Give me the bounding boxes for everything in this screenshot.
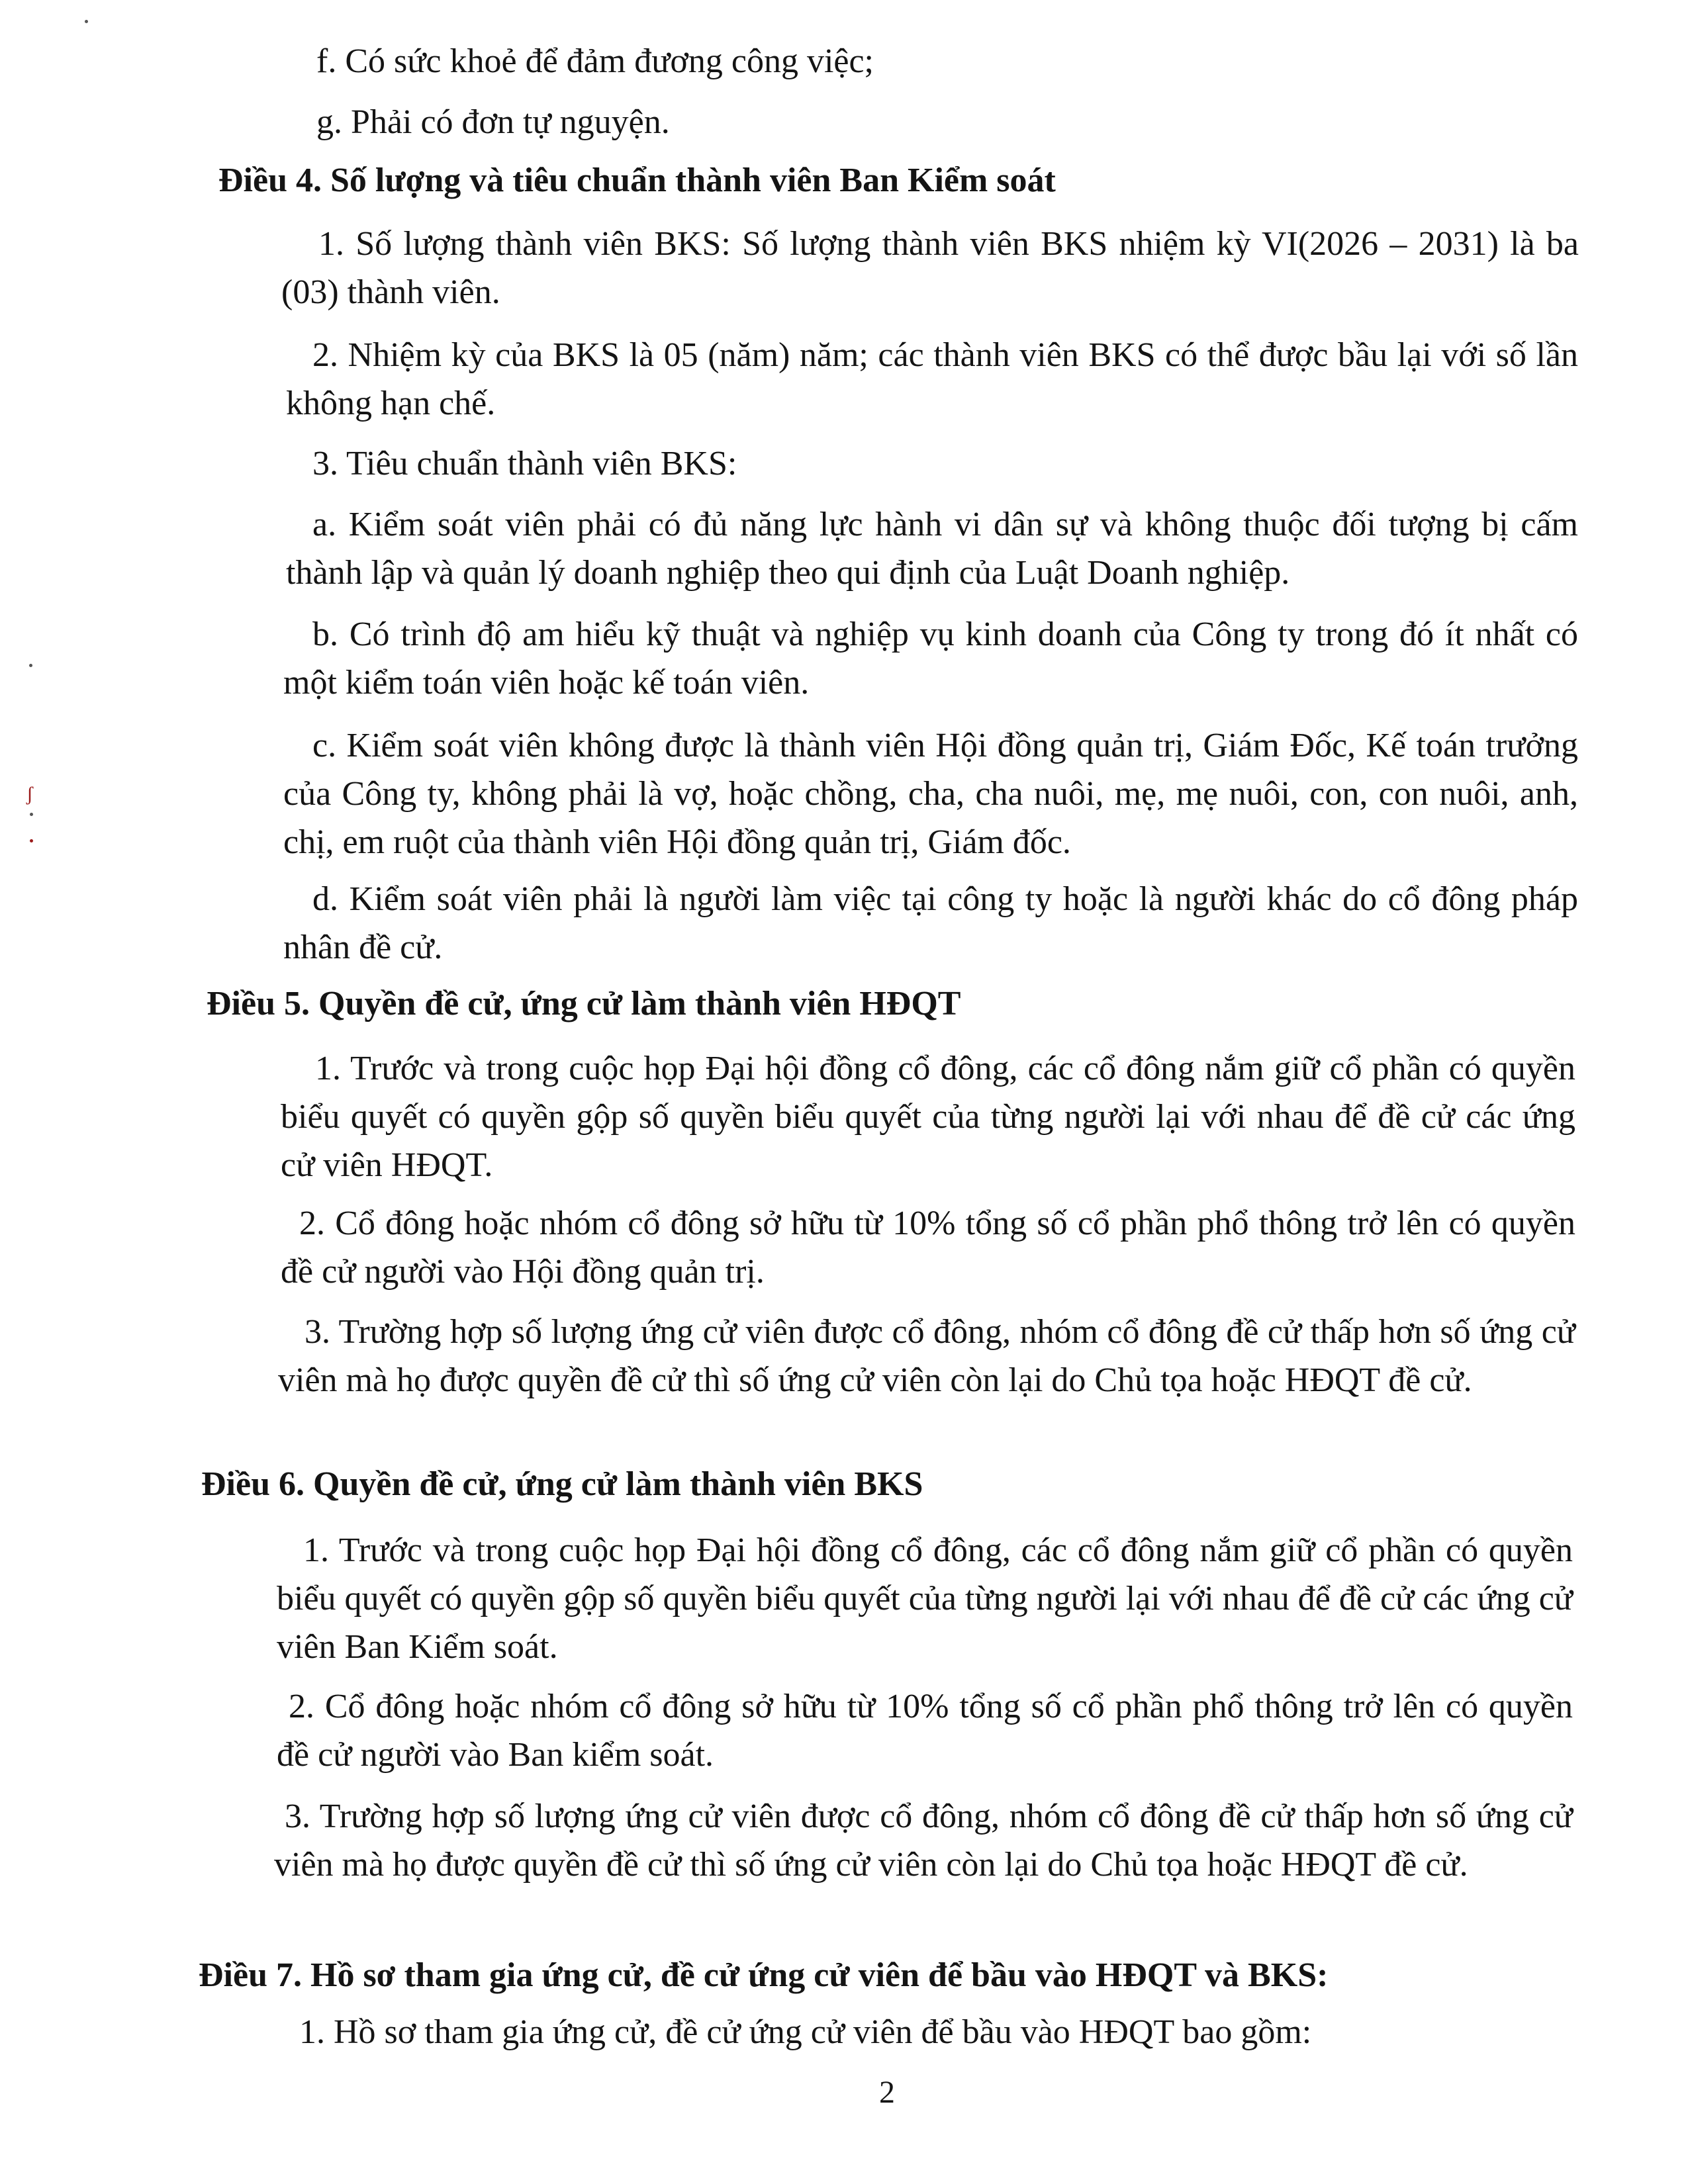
article-6-heading: Điều 6. Quyền đề cử, ứng cử làm thành viên BKS (201, 1465, 923, 1503)
list-item-g: g. Phải có đơn tự nguyện. (316, 103, 670, 141)
scan-mark (30, 839, 33, 842)
scan-mark (30, 813, 33, 816)
article-4-clause-2: 2. Nhiệm kỳ của BKS là 05 (năm) năm; các thành viên BKS có thể được bầu lại với số lần không hạn chế. (286, 336, 1578, 422)
article-5-clause-3: 3. Trường hợp số lượng ứng cử viên được cổ đông, nhóm cổ đông đề cử thấp hơn số ứng cử viên mà họ được quyền đề cử thì số ứng cử viên còn lại do Chủ tọa hoặc HĐQT đề cử. (278, 1313, 1575, 1399)
list-item-f: f. Có sức khoẻ để đảm đương công việc; (316, 42, 874, 80)
article-4-clause-1: 1. Số lượng thành viên BKS: Số lượng thành viên BKS nhiệm kỳ VI(2026 – 2031) là ba (03) thành viên. (281, 225, 1579, 311)
article-5-heading: Điều 5. Quyền đề cử, ứng cử làm thành viên HĐQT (207, 985, 961, 1023)
margin-handwriting-mark: ʃ (26, 783, 33, 805)
article-4-clause-3: 3. Tiêu chuẩn thành viên BKS: (312, 445, 737, 482)
article-5-clause-1: 1. Trước và trong cuộc họp Đại hội đồng cổ đông, các cổ đông nắm giữ cổ phần có quyền biểu quyết có quyền gộp số quyền biểu quyết của từng người lại với nhau để đề cử các ứng cử viên HĐQT. (281, 1050, 1575, 1184)
scan-mark (85, 20, 88, 23)
article-7-heading: Điều 7. Hồ sơ tham gia ứng cử, đề cử ứng cử viên để bầu vào HĐQT và BKS: (199, 1956, 1329, 1994)
scan-mark (29, 664, 32, 667)
page-number: 2 (879, 2075, 895, 2110)
article-5-clause-2: 2. Cổ đông hoặc nhóm cổ đông sở hữu từ 10% tổng số cổ phần phổ thông trở lên có quyền đề cử người vào Hội đồng quản trị. (281, 1205, 1575, 1291)
article-6-clause-3: 3. Trường hợp số lượng ứng cử viên được cổ đông, nhóm cổ đông đề cử thấp hơn số ứng cử viên mà họ được quyền đề cử thì số ứng cử viên còn lại do Chủ tọa hoặc HĐQT đề cử. (274, 1797, 1573, 1884)
article-4-heading: Điều 4. Số lượng và tiêu chuẩn thành viên Ban Kiểm soát (218, 161, 1056, 199)
article-4-item-a: a. Kiểm soát viên phải có đủ năng lực hành vi dân sự và không thuộc đối tượng bị cấm thành lập và quản lý doanh nghiệp theo qui định của Luật Doanh nghiệp. (286, 506, 1578, 592)
article-7-clause-1: 1. Hồ sơ tham gia ứng cử, đề cử ứng cử viên để bầu vào HĐQT bao gồm: (299, 2013, 1312, 2051)
article-4-item-c: c. Kiểm soát viên không được là thành viên Hội đồng quản trị, Giám Đốc, Kế toán trưởng của Công ty, không phải là vợ, hoặc chồng, cha, cha nuôi, mẹ, mẹ nuôi, con, con nuôi, anh, chị, em ruột của thành viên Hội đồng quản trị, Giám đốc. (283, 727, 1578, 861)
article-4-item-b: b. Có trình độ am hiểu kỹ thuật và nghiệp vụ kinh doanh của Công ty trong đó ít nhất có một kiểm toán viên hoặc kế toán viên. (283, 615, 1578, 702)
article-6-clause-1: 1. Trước và trong cuộc họp Đại hội đồng cổ đông, các cổ đông nắm giữ cổ phần có quyền biểu quyết có quyền gộp số quyền biểu quyết của từng người lại với nhau để đề cử các ứng cử viên Ban Kiểm soát. (277, 1531, 1573, 1666)
article-4-item-d: d. Kiểm soát viên phải là người làm việc tại công ty hoặc là người khác do cổ đông pháp nhân đề cử. (283, 880, 1578, 966)
article-6-clause-2: 2. Cổ đông hoặc nhóm cổ đông sở hữu từ 10% tổng số cổ phần phổ thông trở lên có quyền đề cử người vào Ban kiểm soát. (277, 1688, 1573, 1774)
